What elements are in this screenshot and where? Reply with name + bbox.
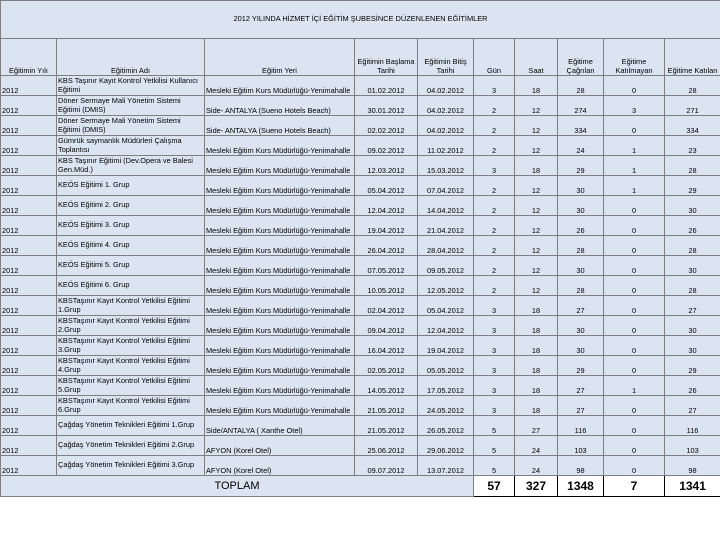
cell-invited: 28 bbox=[558, 236, 604, 256]
cell-absent: 0 bbox=[604, 236, 665, 256]
cell-absent: 0 bbox=[604, 216, 665, 236]
cell-start-date: 02.05.2012 bbox=[355, 356, 418, 376]
cell-attended: 116 bbox=[665, 416, 720, 436]
cell-start-date: 16.04.2012 bbox=[355, 336, 418, 356]
cell-invited: 27 bbox=[558, 376, 604, 396]
cell-end-date: 12.05.2012 bbox=[418, 276, 474, 296]
cell-days: 2 bbox=[474, 176, 515, 196]
cell-invited: 98 bbox=[558, 456, 604, 476]
cell-year: 2012 bbox=[1, 296, 57, 316]
cell-attended: 30 bbox=[665, 316, 720, 336]
table-row bbox=[1, 396, 720, 416]
cell-training-name: Döner Sermaye Mali Yönetim Sistemi Eğitimi (DMIS) bbox=[57, 96, 205, 116]
cell-start-date: 14.05.2012 bbox=[355, 376, 418, 396]
cell-year: 2012 bbox=[1, 456, 57, 476]
cell-absent: 0 bbox=[604, 76, 665, 96]
cell-end-date: 09.05.2012 bbox=[418, 256, 474, 276]
cell-place: Side- ANTALYA (Sueno Hotels Beach) bbox=[205, 116, 355, 136]
cell-hours: 24 bbox=[515, 456, 558, 476]
col-header-start-date: Eğitimin Başlama Tarihi bbox=[355, 39, 418, 76]
header-row bbox=[1, 39, 720, 76]
cell-hours: 18 bbox=[515, 316, 558, 336]
col-header-end-date: Eğitimin Bitiş Tarihi bbox=[418, 39, 474, 76]
cell-invited: 27 bbox=[558, 396, 604, 416]
table-row bbox=[1, 196, 720, 216]
cell-invited: 30 bbox=[558, 336, 604, 356]
table-row bbox=[1, 96, 720, 116]
table-row bbox=[1, 356, 720, 376]
col-header-days: Gün bbox=[474, 39, 515, 76]
cell-end-date: 04.02.2012 bbox=[418, 76, 474, 96]
cell-days: 5 bbox=[474, 436, 515, 456]
cell-year: 2012 bbox=[1, 196, 57, 216]
table-row bbox=[1, 436, 720, 456]
cell-absent: 1 bbox=[604, 156, 665, 176]
cell-hours: 12 bbox=[515, 276, 558, 296]
cell-attended: 28 bbox=[665, 76, 720, 96]
cell-place: Mesleki Eğitim Kurs Müdürlüğü-Yenimahalle bbox=[205, 156, 355, 176]
cell-days: 2 bbox=[474, 136, 515, 156]
cell-hours: 24 bbox=[515, 436, 558, 456]
cell-start-date: 30.01.2012 bbox=[355, 96, 418, 116]
table-row bbox=[1, 376, 720, 396]
cell-training-name: KBS Taşınır Eğitimi (Dev.Opera ve Balesi Gen.Müd.) bbox=[57, 156, 205, 176]
total-absent: 7 bbox=[604, 476, 665, 497]
cell-hours: 18 bbox=[515, 156, 558, 176]
cell-end-date: 11.02.2012 bbox=[418, 136, 474, 156]
cell-start-date: 07.05.2012 bbox=[355, 256, 418, 276]
cell-absent: 0 bbox=[604, 336, 665, 356]
cell-training-name: KBSTaşınır Kayıt Kontrol Yetkilisi Eğitimi 6.Grup bbox=[57, 396, 205, 416]
cell-end-date: 21.04.2012 bbox=[418, 216, 474, 236]
table-row bbox=[1, 176, 720, 196]
table-row bbox=[1, 336, 720, 356]
cell-training-name: Çağdaş Yönetim Teknikleri Eğitimi 3.Grup bbox=[57, 456, 205, 476]
cell-hours: 18 bbox=[515, 336, 558, 356]
table-row bbox=[1, 456, 720, 476]
col-header-name: Eğitimin Adı bbox=[57, 39, 205, 76]
cell-invited: 334 bbox=[558, 116, 604, 136]
cell-place: Mesleki Eğitim Kurs Müdürlüğü-Yenimahalle bbox=[205, 396, 355, 416]
cell-training-name: Çağdaş Yönetim Teknikleri Eğitimi 1.Grup bbox=[57, 416, 205, 436]
cell-training-name: Çağdaş Yönetim Teknikleri Eğitimi 2.Grup bbox=[57, 436, 205, 456]
cell-absent: 0 bbox=[604, 316, 665, 336]
cell-absent: 1 bbox=[604, 376, 665, 396]
table-row bbox=[1, 156, 720, 176]
title-row bbox=[1, 1, 720, 39]
col-header-place: Eğitim Yeri bbox=[205, 39, 355, 76]
cell-training-name: KEÖS Eğitimi 4. Grup bbox=[57, 236, 205, 256]
cell-year: 2012 bbox=[1, 236, 57, 256]
cell-hours: 18 bbox=[515, 76, 558, 96]
cell-end-date: 04.02.2012 bbox=[418, 96, 474, 116]
cell-days: 3 bbox=[474, 356, 515, 376]
cell-attended: 23 bbox=[665, 136, 720, 156]
cell-start-date: 21.05.2012 bbox=[355, 396, 418, 416]
total-hours: 327 bbox=[515, 476, 558, 497]
cell-place: Mesleki Eğitim Kurs Müdürlüğü-Yenimahalle bbox=[205, 336, 355, 356]
cell-place: Mesleki Eğitim Kurs Müdürlüğü-Yenimahalle bbox=[205, 376, 355, 396]
cell-year: 2012 bbox=[1, 76, 57, 96]
cell-absent: 1 bbox=[604, 176, 665, 196]
totals-label: TOPLAM bbox=[1, 476, 474, 497]
col-header-attended: Eğitime Katılan bbox=[665, 39, 720, 76]
cell-place: Mesleki Eğitim Kurs Müdürlüğü-Yenimahalle bbox=[205, 276, 355, 296]
col-header-invited: Eğitime Çağrılan bbox=[558, 39, 604, 76]
table-row bbox=[1, 256, 720, 276]
col-header-year: Eğitimin Yılı bbox=[1, 39, 57, 76]
cell-attended: 334 bbox=[665, 116, 720, 136]
cell-attended: 29 bbox=[665, 356, 720, 376]
cell-invited: 274 bbox=[558, 96, 604, 116]
cell-place: Mesleki Eğitim Kurs Müdürlüğü-Yenimahalle bbox=[205, 196, 355, 216]
cell-invited: 29 bbox=[558, 156, 604, 176]
cell-place: Mesleki Eğitim Kurs Müdürlüğü-Yenimahalle bbox=[205, 296, 355, 316]
total-attended: 1341 bbox=[665, 476, 720, 497]
cell-place: Mesleki Eğitim Kurs Müdürlüğü-Yenimahalle bbox=[205, 356, 355, 376]
table-row bbox=[1, 116, 720, 136]
cell-place: Side- ANTALYA (Sueno Hotels Beach) bbox=[205, 96, 355, 116]
cell-start-date: 12.04.2012 bbox=[355, 196, 418, 216]
cell-hours: 18 bbox=[515, 376, 558, 396]
cell-attended: 29 bbox=[665, 176, 720, 196]
cell-invited: 30 bbox=[558, 196, 604, 216]
total-invited: 1348 bbox=[558, 476, 604, 497]
cell-attended: 30 bbox=[665, 256, 720, 276]
cell-end-date: 14.04.2012 bbox=[418, 196, 474, 216]
cell-year: 2012 bbox=[1, 436, 57, 456]
cell-start-date: 09.07.2012 bbox=[355, 456, 418, 476]
cell-invited: 30 bbox=[558, 316, 604, 336]
cell-year: 2012 bbox=[1, 216, 57, 236]
cell-hours: 12 bbox=[515, 196, 558, 216]
cell-training-name: KBSTaşınır Kayıt Kontrol Yetkilisi Eğitimi 5.Grup bbox=[57, 376, 205, 396]
cell-end-date: 13.07.2012 bbox=[418, 456, 474, 476]
cell-place: AFYON (Korel Otel) bbox=[205, 456, 355, 476]
cell-absent: 0 bbox=[604, 456, 665, 476]
cell-hours: 12 bbox=[515, 176, 558, 196]
cell-absent: 0 bbox=[604, 196, 665, 216]
cell-end-date: 07.04.2012 bbox=[418, 176, 474, 196]
cell-attended: 26 bbox=[665, 216, 720, 236]
cell-hours: 12 bbox=[515, 236, 558, 256]
cell-hours: 18 bbox=[515, 296, 558, 316]
cell-training-name: KBSTaşınır Kayıt Kontrol Yetkilisi Eğitimi 1.Grup bbox=[57, 296, 205, 316]
cell-start-date: 12.03.2012 bbox=[355, 156, 418, 176]
cell-end-date: 05.04.2012 bbox=[418, 296, 474, 316]
table-row bbox=[1, 276, 720, 296]
cell-training-name: KEÖS Eğitimi 1. Grup bbox=[57, 176, 205, 196]
cell-attended: 27 bbox=[665, 296, 720, 316]
cell-start-date: 05.04.2012 bbox=[355, 176, 418, 196]
cell-days: 2 bbox=[474, 116, 515, 136]
cell-year: 2012 bbox=[1, 256, 57, 276]
cell-attended: 30 bbox=[665, 336, 720, 356]
totals-row bbox=[1, 476, 720, 497]
col-header-absent: Eğitime Katılmayan bbox=[604, 39, 665, 76]
cell-attended: 28 bbox=[665, 156, 720, 176]
cell-end-date: 05.05.2012 bbox=[418, 356, 474, 376]
col-header-hours: Saat bbox=[515, 39, 558, 76]
cell-start-date: 02.02.2012 bbox=[355, 116, 418, 136]
table-row bbox=[1, 136, 720, 156]
cell-place: Mesleki Eğitim Kurs Müdürlüğü-Yenimahalle bbox=[205, 176, 355, 196]
cell-days: 3 bbox=[474, 396, 515, 416]
cell-training-name: KBSTaşınır Kayıt Kontrol Yetkilisi Eğitimi 3.Grup bbox=[57, 336, 205, 356]
cell-absent: 0 bbox=[604, 276, 665, 296]
cell-invited: 28 bbox=[558, 276, 604, 296]
cell-year: 2012 bbox=[1, 156, 57, 176]
cell-absent: 0 bbox=[604, 116, 665, 136]
cell-days: 5 bbox=[474, 416, 515, 436]
cell-absent: 0 bbox=[604, 356, 665, 376]
cell-end-date: 28.04.2012 bbox=[418, 236, 474, 256]
cell-absent: 3 bbox=[604, 96, 665, 116]
cell-attended: 30 bbox=[665, 196, 720, 216]
cell-absent: 0 bbox=[604, 396, 665, 416]
cell-hours: 12 bbox=[515, 96, 558, 116]
cell-place: AFYON (Korel Otel) bbox=[205, 436, 355, 456]
cell-year: 2012 bbox=[1, 316, 57, 336]
cell-days: 2 bbox=[474, 216, 515, 236]
cell-place: Mesleki Eğitim Kurs Müdürlüğü-Yenimahalle bbox=[205, 236, 355, 256]
cell-hours: 12 bbox=[515, 116, 558, 136]
cell-place: Side/ANTALYA ( Xanthe Otel) bbox=[205, 416, 355, 436]
cell-end-date: 15.03.2012 bbox=[418, 156, 474, 176]
cell-invited: 116 bbox=[558, 416, 604, 436]
cell-start-date: 26.04.2012 bbox=[355, 236, 418, 256]
cell-year: 2012 bbox=[1, 276, 57, 296]
cell-end-date: 19.04.2012 bbox=[418, 336, 474, 356]
cell-year: 2012 bbox=[1, 136, 57, 156]
cell-absent: 0 bbox=[604, 436, 665, 456]
cell-days: 3 bbox=[474, 156, 515, 176]
cell-training-name: KBS Taşınır Kayıt Kontrol Yetkilisi Kullanıcı Eğitimi bbox=[57, 76, 205, 96]
cell-start-date: 09.04.2012 bbox=[355, 316, 418, 336]
cell-days: 2 bbox=[474, 236, 515, 256]
cell-year: 2012 bbox=[1, 96, 57, 116]
cell-training-name: KBSTaşınır Kayıt Kontrol Yetkilisi Eğitimi 2.Grup bbox=[57, 316, 205, 336]
cell-training-name: Gümrük saymanlık Müdürleri Çalışma Toplantısı bbox=[57, 136, 205, 156]
cell-days: 3 bbox=[474, 76, 515, 96]
cell-hours: 27 bbox=[515, 416, 558, 436]
cell-invited: 29 bbox=[558, 356, 604, 376]
table-row bbox=[1, 76, 720, 96]
table-row bbox=[1, 316, 720, 336]
cell-place: Mesleki Eğitim Kurs Müdürlüğü-Yenimahalle bbox=[205, 76, 355, 96]
cell-end-date: 29.06.2012 bbox=[418, 436, 474, 456]
cell-year: 2012 bbox=[1, 376, 57, 396]
table-row bbox=[1, 296, 720, 316]
cell-year: 2012 bbox=[1, 116, 57, 136]
cell-invited: 30 bbox=[558, 176, 604, 196]
cell-invited: 30 bbox=[558, 256, 604, 276]
cell-attended: 103 bbox=[665, 436, 720, 456]
table-row bbox=[1, 216, 720, 236]
cell-attended: 98 bbox=[665, 456, 720, 476]
cell-hours: 12 bbox=[515, 256, 558, 276]
cell-start-date: 09.02.2012 bbox=[355, 136, 418, 156]
table-row bbox=[1, 416, 720, 436]
cell-year: 2012 bbox=[1, 356, 57, 376]
cell-hours: 12 bbox=[515, 136, 558, 156]
cell-training-name: KEÖS Eğitimi 2. Grup bbox=[57, 196, 205, 216]
cell-days: 2 bbox=[474, 276, 515, 296]
cell-days: 3 bbox=[474, 316, 515, 336]
cell-place: Mesleki Eğitim Kurs Müdürlüğü-Yenimahalle bbox=[205, 216, 355, 236]
cell-hours: 18 bbox=[515, 356, 558, 376]
cell-days: 2 bbox=[474, 96, 515, 116]
cell-training-name: KBSTaşınır Kayıt Kontrol Yetkilisi Eğitimi 4.Grup bbox=[57, 356, 205, 376]
cell-invited: 103 bbox=[558, 436, 604, 456]
cell-days: 5 bbox=[474, 456, 515, 476]
cell-invited: 26 bbox=[558, 216, 604, 236]
cell-place: Mesleki Eğitim Kurs Müdürlüğü-Yenimahalle bbox=[205, 136, 355, 156]
cell-year: 2012 bbox=[1, 416, 57, 436]
cell-year: 2012 bbox=[1, 336, 57, 356]
table-row bbox=[1, 236, 720, 256]
cell-start-date: 25.06.2012 bbox=[355, 436, 418, 456]
cell-training-name: KEÖS Eğitimi 3. Grup bbox=[57, 216, 205, 236]
cell-invited: 24 bbox=[558, 136, 604, 156]
cell-place: Mesleki Eğitim Kurs Müdürlüğü-Yenimahalle bbox=[205, 316, 355, 336]
cell-absent: 0 bbox=[604, 296, 665, 316]
cell-days: 3 bbox=[474, 336, 515, 356]
cell-attended: 28 bbox=[665, 236, 720, 256]
cell-training-name: Döner Sermaye Mali Yönetim Sistemi Eğitimi (DMIS) bbox=[57, 116, 205, 136]
cell-year: 2012 bbox=[1, 396, 57, 416]
cell-training-name: KEÖS Eğitimi 6. Grup bbox=[57, 276, 205, 296]
cell-end-date: 26.05.2012 bbox=[418, 416, 474, 436]
cell-days: 3 bbox=[474, 296, 515, 316]
cell-end-date: 17.05.2012 bbox=[418, 376, 474, 396]
cell-attended: 26 bbox=[665, 376, 720, 396]
cell-invited: 28 bbox=[558, 76, 604, 96]
cell-year: 2012 bbox=[1, 176, 57, 196]
cell-start-date: 10.05.2012 bbox=[355, 276, 418, 296]
cell-absent: 1 bbox=[604, 136, 665, 156]
cell-start-date: 01.02.2012 bbox=[355, 76, 418, 96]
page-title: 2012 YILINDA HİZMET İÇİ EĞİTİM ŞUBESİNCE DÜZENLENEN EĞİTİMLER bbox=[1, 1, 720, 39]
cell-end-date: 24.05.2012 bbox=[418, 396, 474, 416]
cell-days: 2 bbox=[474, 196, 515, 216]
cell-hours: 18 bbox=[515, 396, 558, 416]
cell-attended: 271 bbox=[665, 96, 720, 116]
cell-training-name: KEÖS Eğitimi 5. Grup bbox=[57, 256, 205, 276]
cell-days: 3 bbox=[474, 376, 515, 396]
cell-attended: 27 bbox=[665, 396, 720, 416]
cell-hours: 12 bbox=[515, 216, 558, 236]
cell-place: Mesleki Eğitim Kurs Müdürlüğü-Yenimahalle bbox=[205, 256, 355, 276]
cell-invited: 27 bbox=[558, 296, 604, 316]
cell-absent: 0 bbox=[604, 416, 665, 436]
cell-attended: 28 bbox=[665, 276, 720, 296]
cell-end-date: 04.02.2012 bbox=[418, 116, 474, 136]
cell-absent: 0 bbox=[604, 256, 665, 276]
cell-start-date: 02.04.2012 bbox=[355, 296, 418, 316]
total-days: 57 bbox=[474, 476, 515, 497]
cell-start-date: 21.05.2012 bbox=[355, 416, 418, 436]
cell-start-date: 19.04.2012 bbox=[355, 216, 418, 236]
cell-end-date: 12.04.2012 bbox=[418, 316, 474, 336]
cell-days: 2 bbox=[474, 256, 515, 276]
